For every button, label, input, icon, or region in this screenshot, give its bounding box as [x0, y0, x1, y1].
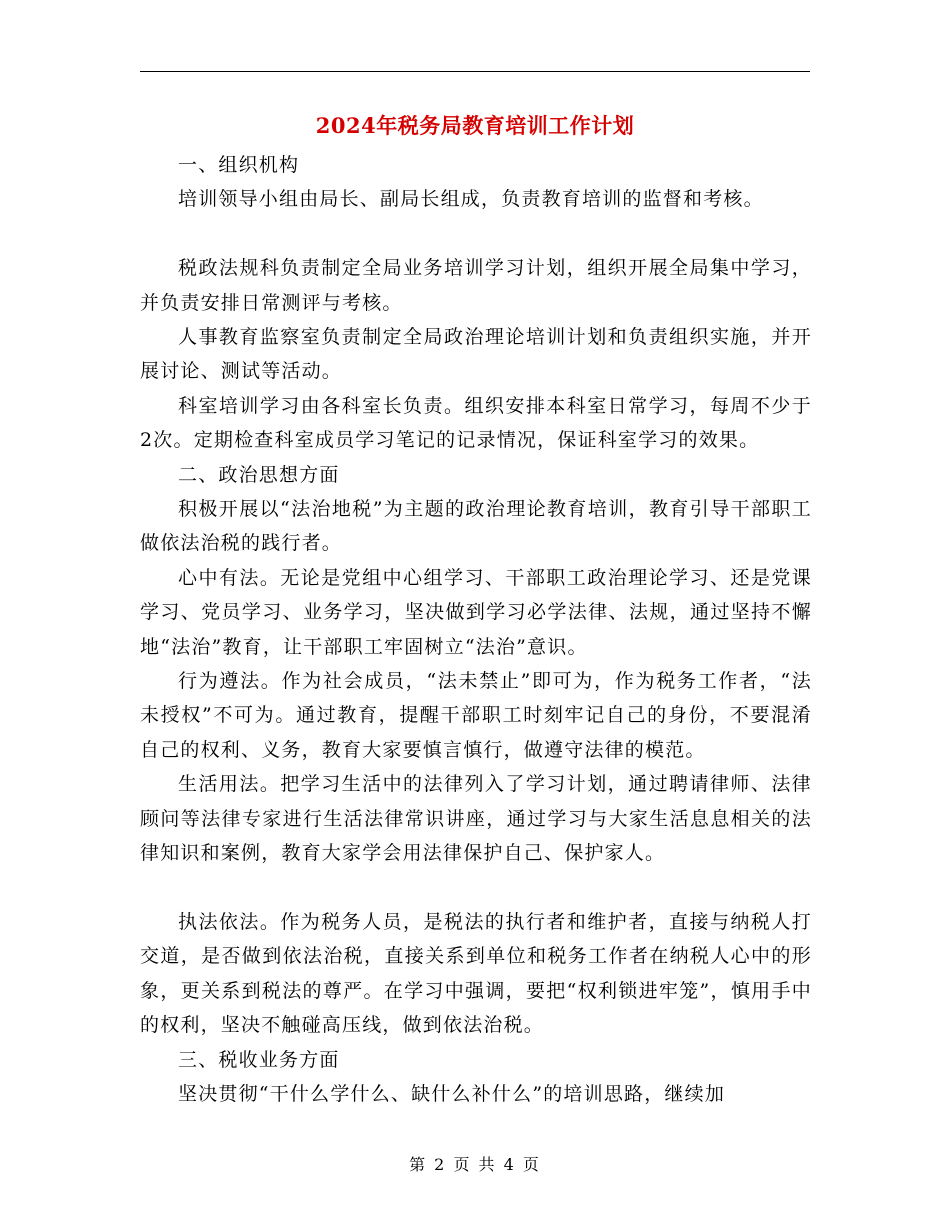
paragraph: 执法依法。作为税务人员，是税法的执行者和维护者，直接与纳税人打交道，是否做到依法治税，直接关系到单位和税务工作者在纳税人心中的形象，更关系到税法的尊严。在学习中强调，要把“权利锁进牢笼”，慎用手中的权利，坚决不触碰高压线，做到依法治税。	[140, 910, 812, 1037]
paragraph: 税政法规科负责制定全局业务培训学习计划，组织开展全局集中学习，并负责安排日常测评与考核。	[140, 257, 812, 314]
header-rule	[140, 71, 810, 72]
paragraph: 人事教育监察室负责制定全局政治理论培训计划和负责组织实施，并开展讨论、测试等活动。	[140, 326, 812, 383]
paragraph: 积极开展以“法治地税”为主题的政治理论教育培训，教育引导干部职工做依法治税的践行者。	[140, 498, 812, 555]
paragraph: 心中有法。无论是党组中心组学习、干部职工政治理论学习、还是党课学习、党员学习、业务学习，坚决做到学习必学法律、法规，通过坚持不懈地“法治”教育，让干部职工牢固树立“法治”意识。	[140, 566, 812, 658]
section-heading-tax-business: 三、税收业务方面	[178, 1048, 340, 1071]
paragraph: 科室培训学习由各科室长负责。组织安排本科室日常学习，每周不少于2次。定期检查科室成员学习笔记的记录情况，保证科室学习的效果。	[140, 394, 812, 452]
paragraph: 培训领导小组由局长、副局长组成，负责教育培训的监督和考核。	[178, 188, 764, 211]
paragraph: 行为遵法。作为社会成员，“法未禁止”即可为，作为税务工作者，“法未授权”不可为。通过教育，提醒干部职工时刻牢记自己的身份，不要混淆自己的权利、义务，教育大家要慎言慎行，做遵守法律的模范。	[140, 670, 812, 761]
document-body	[140, 148, 812, 1111]
page-footer: 第 2 页 共 4 页	[409, 1155, 541, 1174]
section-heading-organization: 一、组织机构	[178, 154, 300, 176]
document-title: 2024年税务局教育培训工作计划	[315, 113, 635, 138]
paragraph: 生活用法。把学习生活中的法律列入了学习计划，通过聘请律师、法律顾问等法律专家进行生活法律常识讲座，通过学习与大家生活息息相关的法律知识和案例，教育大家学会用法律保护自己、保护家人。	[140, 773, 812, 865]
paragraph: 坚决贯彻“干什么学什么、缺什么补什么”的培训思路，继续加	[178, 1082, 726, 1105]
section-heading-political: 二、政治思想方面	[178, 463, 340, 486]
